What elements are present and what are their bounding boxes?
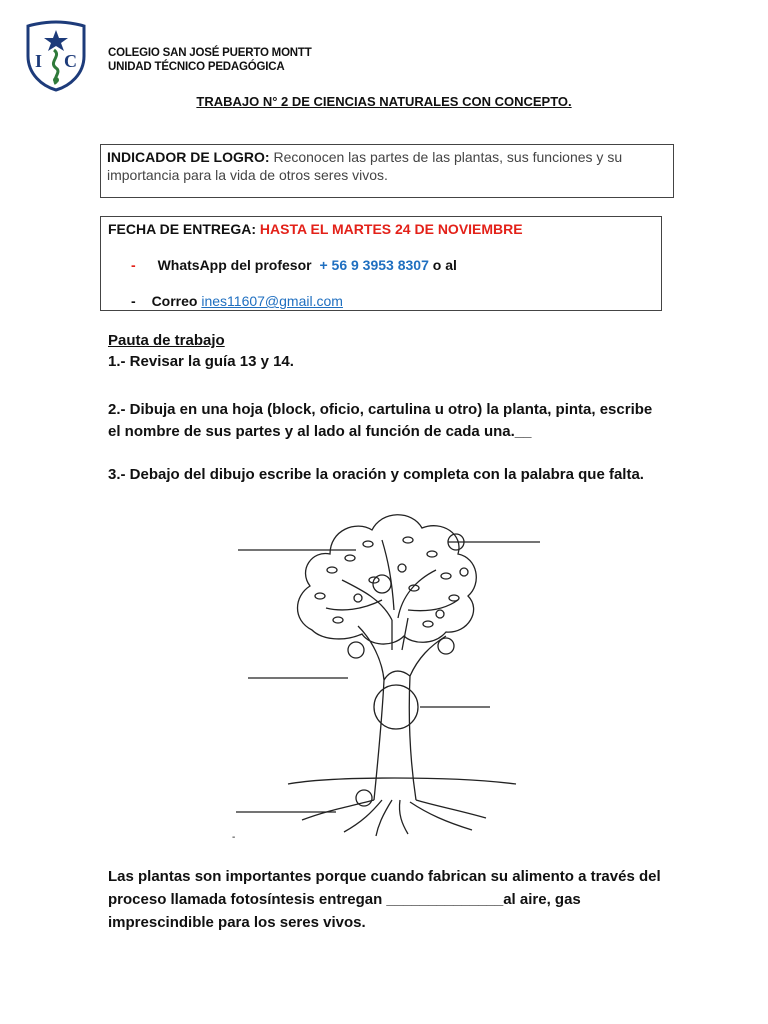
sentence-part-2: al aire, gas imprescindible para los seres vivos. <box>108 891 581 931</box>
bullet-dash: - <box>131 257 136 273</box>
guidelines-heading: Pauta de trabajo <box>108 332 225 349</box>
image-mark: - <box>232 832 236 843</box>
bullet-dash: - <box>131 293 136 309</box>
indicator-label: INDICADOR DE LOGRO: <box>107 149 270 165</box>
document-title: TRABAJO N° 2 DE CIENCIAS NATURALES CON CONCEPTO. <box>196 94 572 109</box>
step-3 <box>108 466 644 483</box>
achievement-indicator-box <box>100 144 674 198</box>
sentence-part-1: Las plantas son importantes porque cuando fabrican su alimento a través del proceso llamada fotosíntesis entregan <box>108 868 661 908</box>
school-line-1: COLEGIO SAN JOSÉ PUERTO MONTT <box>108 47 312 59</box>
school-name <box>108 46 312 74</box>
whatsapp-suffix: o al <box>432 257 457 273</box>
email-label: Correo <box>151 293 198 309</box>
step-2: 2.- Dibuja en una hoja (block, oficio, cartulina u otro) la planta, pinta, escribe el nombre de sus partes y al lado al función de cada una.__ <box>108 401 653 440</box>
sentence-blank: ______________ <box>386 891 504 908</box>
step-1: 1.- Revisar la guía 13 y 14. <box>108 353 294 370</box>
delivery-box <box>100 216 662 311</box>
step-3-text: 3.- Debajo del dibujo escribe la oración y completa con la palabra que falta. <box>108 466 644 483</box>
completion-sentence <box>108 865 668 934</box>
email-link[interactable]: ines11607@gmail.com <box>201 293 343 309</box>
school-logo <box>26 20 86 92</box>
tree-diagram <box>232 500 544 840</box>
svg-text:I: I <box>35 51 43 71</box>
delivery-label: FECHA DE ENTREGA: <box>108 221 257 237</box>
svg-text:C: C <box>64 51 77 71</box>
whatsapp-label: WhatsApp del profesor <box>157 257 312 273</box>
school-line-2: UNIDAD TÉCNICO PEDAGÓGICA <box>108 61 285 73</box>
whatsapp-number[interactable]: + 56 9 3953 8307 <box>319 257 429 273</box>
delivery-date: HASTA EL MARTES 24 DE NOVIEMBRE <box>256 221 523 237</box>
indicator-text: Reconocen las partes de las plantas, sus funciones y su importancia para la vida de otros seres vivos. <box>107 149 623 183</box>
